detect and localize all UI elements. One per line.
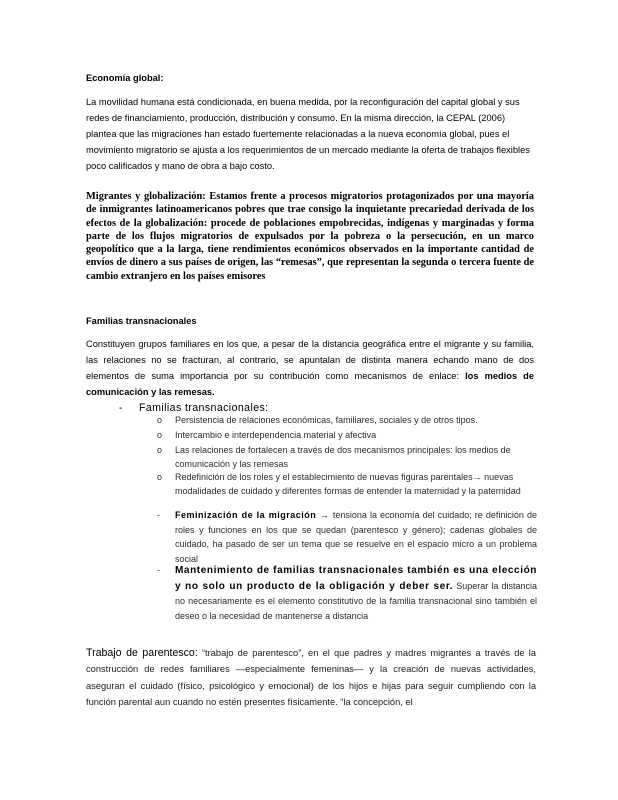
item-lead-feminizacion: Feminización de la migración [175, 510, 317, 520]
heading-economia-global: Economía global: [86, 73, 164, 83]
circle-bullet: o [157, 415, 163, 425]
list-title: Familias transnacionales: [139, 402, 269, 414]
list-item-text [175, 563, 537, 623]
paragraph-familias-transnacionales [86, 337, 534, 401]
list-item-text: Intercambio e interdependencia material y afectiva [175, 430, 377, 440]
arrow-icon: → [316, 510, 333, 520]
dash-bullet: - [119, 402, 123, 414]
item-body-feminizacion: tensiona la economía del cuidado; re definición de roles y funciones en los que se quedan (parentesco y género); cadenas globales de cuidado, ha pasado de ser un tema que se resuelve en el espacio micro a un problema social [175, 510, 537, 564]
circle-bullet: o [157, 430, 163, 440]
paragraph-economia-global: La movilidad humana está condicionada, en buena medida, por la reconfiguración del capital global y sus redes de financiamiento, producción, distribución y consumo. En la misma dirección, la CEPAL (2006) plantea que las migraciones han estado fuertemente relacionadas a la nueva economía global, pues el movimiento migratorio se ajusta a los requerimientos de un mercado mediante la oferta de trabajos flexibles poco calificados y mano de obra a bajo costo. [86, 97, 530, 171]
circle-bullet: o [157, 472, 163, 482]
item-lead-mantenimiento: Mantenimiento de familias transnacionales también es una elección y no solo un producto de la obligación y deber ser. [175, 565, 537, 592]
dash-bullet: - [157, 565, 160, 575]
list-item-text: Las relaciones de fortalecen a través de dos mecanismos principales: los medios de comunicación y las remesas [175, 445, 511, 469]
body-migrantes: Estamos frente a procesos migratorios protagonizados por una mayoría de inmigrantes latinoamericanos pobres que trae consigo la inquietante precariedad derivada de los efectos de la globalización: procede de poblaciones empobrecidas, indígenas y marginadas y forma parte de los flujos migratorios de expulsados por la pobreza o la persecución, en un marco geopolítico que a la larga, tiene rendimientos económicos observados en la importante cantidad de envíos de dinero a sus países de origen, las “remesas”, que representan la segunda o tercera fuente de cambio extranjero en los países emisores [86, 191, 535, 282]
body-familias: Constituyen grupos familiares en los que, a pesar de la distancia geográfica entre el migrante y su familia, las relaciones no se fracturan, al contrario, se apuntalan de distinta manera echando mano de dos elementos de suma importancia por su contribución como mecanismos de enlace: [86, 339, 534, 381]
item-body-mantenimiento: Superar la distancia no necesariamente es el elemento constitutivo de la familia transnacional sino también el deseo o la necesidad de mantenerse a distancia [175, 580, 537, 621]
list-item-text: Redefinición de los roles y el establecimiento de nuevas figuras parentales→ nuevas modalidades de cuidado y diferentes formas de entender la maternidad y la paternidad [175, 472, 521, 496]
lead-trabajo: Trabajo de parentesco: [86, 647, 198, 659]
dash-bullet: - [157, 510, 160, 520]
paragraph-trabajo-parentesco [86, 645, 536, 711]
lead-migrantes: Migrantes y globalización: [86, 191, 206, 202]
body-trabajo: “trabajo de parentesco”, en el que padres y madres migrantes a través de la construcción de redes familiares —especialmente femeninas— y la creación de nuevas actividades, aseguran el cuidado (físico, psicológico y emocional) de los hijos e hijas para seguir cumpliendo con la función parental aun cuando no estén presentes físicamente. “la concepción, el [86, 648, 536, 708]
list-item-text [175, 508, 537, 566]
circle-bullet: o [157, 445, 163, 455]
body-familias-bold: los medios de comunicación y las remesas. [86, 370, 535, 397]
paragraph-migrantes-globalizacion [86, 190, 534, 283]
heading-familias-transnacionales: Familias transnacionales [86, 316, 197, 326]
list-item-text: Persistencia de relaciones económicas, familiares, sociales y de otros tipos. [175, 415, 478, 425]
